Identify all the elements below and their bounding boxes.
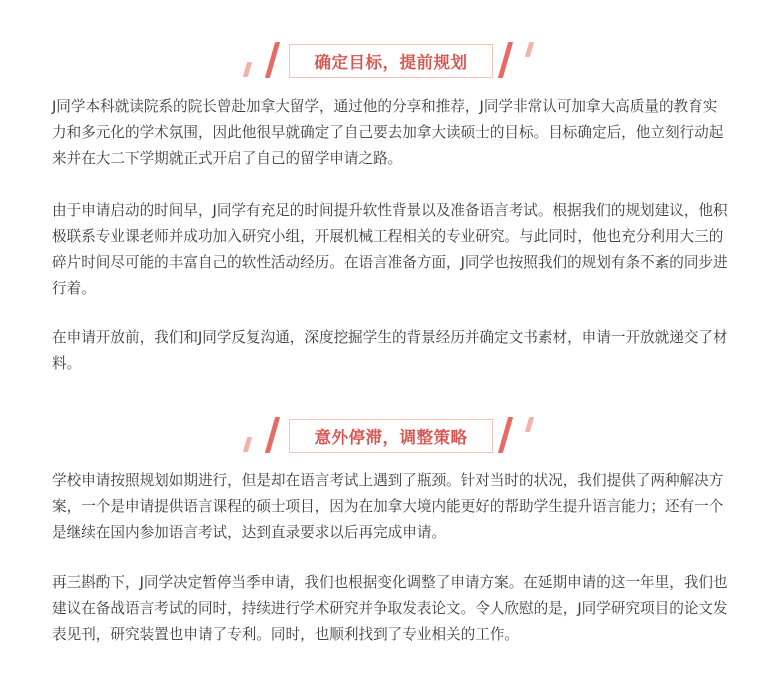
paragraph: 再三斟酌下，J同学决定暂停当季申请，我们也根据变化调整了申请方案。在延期申请的这一年里，我们也建议在备战语言考试的同时，持续进行学术研究并争取发表论文。令人欣慰的是，J同学研究项目的论文发表见刊，研究装置也申请了专利。同时，也顺利找到了专业相关的工作。 xyxy=(52,574,728,643)
decor-slash-left-large xyxy=(265,417,280,453)
paragraph: J同学本科就读院系的院长曾赴加拿大留学，通过他的分享和推荐，J同学非常认可加拿大高质量的教育实力和多元化的学术氛围，因此他很早就确定了自己要去加拿大读硕士的目标。目标确定后，他立刻行动起来并在大二下学期就正式开启了自己的留学申请之路。 xyxy=(52,98,724,167)
paragraph: 由于申请启动的时间早，J同学有充足的时间提升软性背景以及准备语言考试。根据我们的规划建议，他积极联系专业课老师并成功加入研究小组，开展机械工程相关的专业研究。与此同时，他也充分利用大三的碎片时间尽可能的丰富自己的软性活动经历。在语言准备方面，J同学也按照我们的规划有条不紊的同步进行着。 xyxy=(52,202,728,297)
decor-slash-right-large xyxy=(498,417,513,453)
decor-slash-right-small xyxy=(525,417,534,432)
section-title-box xyxy=(289,419,493,453)
decor-slash-left-large xyxy=(265,42,280,78)
decor-slash-right-large xyxy=(498,42,513,78)
section-header-adjust xyxy=(0,417,782,461)
section-title: 意外停滞，调整策略 xyxy=(314,428,468,447)
decor-slash-right-small xyxy=(525,42,534,57)
paragraph: 在申请开放前，我们和J同学反复沟通，深度挖掘学生的背景经历并确定文书素材，申请一开放就递交了材料。 xyxy=(52,329,728,372)
section-header-goal xyxy=(0,42,782,86)
decor-slash-left-small xyxy=(243,62,252,77)
paragraph: 学校申请按照规划如期进行，但是却在语言考试上遇到了瓶颈。针对当时的状况，我们提供了两种解决方案，一个是申请提供语言课程的硕士项目，因为在加拿大境内能更好的帮助学生提升语言能力；还有一个是继续在国内参加语言考试，达到直录要求以后再完成申请。 xyxy=(52,472,724,541)
section-title-box xyxy=(289,44,493,78)
section-title: 确定目标，提前规划 xyxy=(314,53,468,72)
decor-slash-left-small xyxy=(243,437,252,452)
